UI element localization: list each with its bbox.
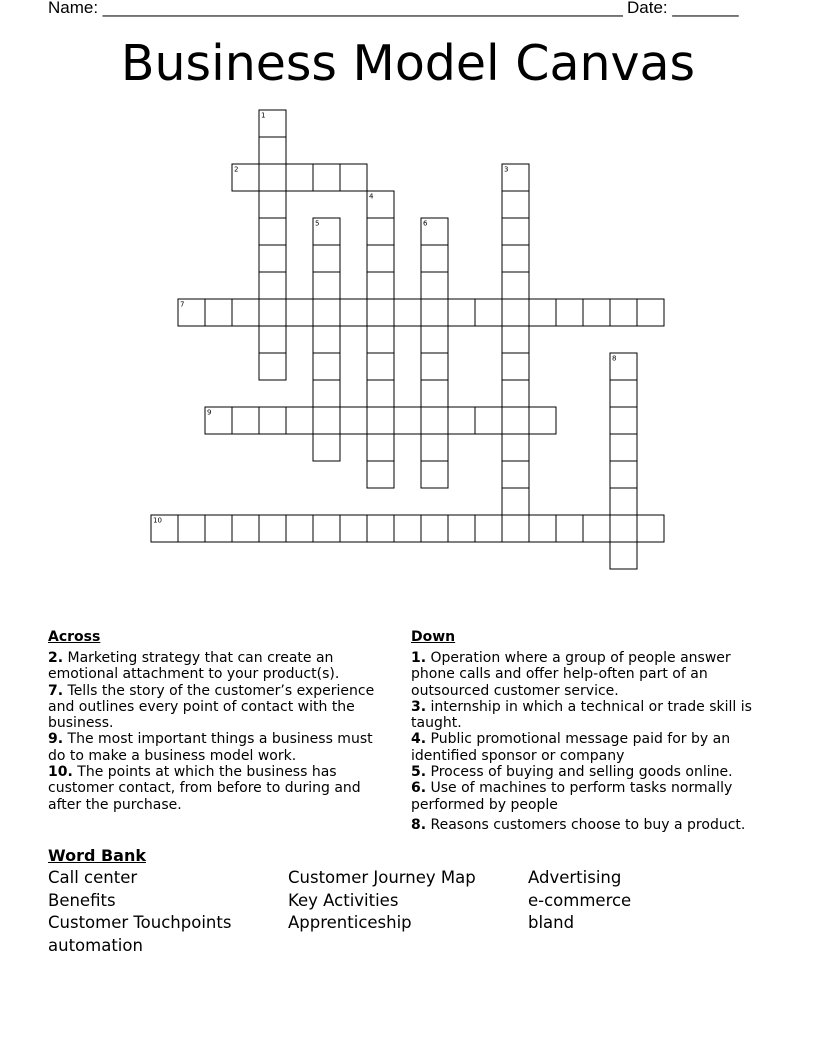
grid-cell[interactable] (259, 191, 286, 218)
grid-cell[interactable] (178, 515, 205, 542)
grid-cell[interactable] (232, 515, 259, 542)
grid-cell[interactable] (313, 407, 340, 434)
grid-cell[interactable] (502, 272, 529, 299)
grid-cell[interactable] (367, 515, 394, 542)
grid-cell[interactable] (367, 218, 394, 245)
down-clue: 3. internship in which a technical or trade skill is taught. (411, 698, 752, 732)
grid-cell[interactable] (421, 461, 448, 488)
grid-cell[interactable] (610, 488, 637, 515)
grid-cell[interactable] (394, 407, 421, 434)
grid-cell[interactable] (610, 299, 637, 326)
page-title: Business Model Canvas (120, 35, 696, 92)
grid-cell[interactable] (394, 515, 421, 542)
grid-cell[interactable] (394, 299, 421, 326)
word-bank-item: Call center (48, 868, 138, 887)
grid-cell[interactable] (313, 326, 340, 353)
grid-cell[interactable] (421, 272, 448, 299)
grid-cell[interactable] (421, 299, 448, 326)
grid-cell[interactable] (502, 488, 529, 515)
grid-cell[interactable] (637, 299, 664, 326)
grid-cell[interactable] (610, 434, 637, 461)
grid-cell[interactable] (259, 218, 286, 245)
word-bank-heading: Word Bank (48, 846, 147, 865)
grid-cell[interactable] (259, 407, 286, 434)
grid-cell[interactable] (313, 299, 340, 326)
grid-cell[interactable] (610, 515, 637, 542)
grid-cell[interactable] (367, 461, 394, 488)
word-bank-item: Customer Touchpoints (48, 913, 232, 932)
grid-cell[interactable] (502, 191, 529, 218)
grid-cell[interactable] (232, 299, 259, 326)
grid-cell[interactable] (448, 299, 475, 326)
grid-cell[interactable] (340, 299, 367, 326)
grid-cell[interactable] (367, 326, 394, 353)
clue-number: 7 (180, 300, 185, 309)
grid-cell[interactable] (502, 515, 529, 542)
grid-cell[interactable] (475, 299, 502, 326)
grid-cell[interactable] (421, 434, 448, 461)
across-clue: 7. Tells the story of the customer’s experience and outlines every point of contact with the business. (48, 682, 375, 732)
grid-cell[interactable] (259, 299, 286, 326)
grid-cell[interactable] (313, 515, 340, 542)
grid-cell[interactable] (367, 299, 394, 326)
word-bank-item: automation (48, 936, 143, 955)
name-line: Name: _______________________________________________________ (48, 0, 623, 17)
grid-cell[interactable] (637, 515, 664, 542)
clue-number: 5 (315, 219, 320, 228)
grid-cell[interactable] (502, 434, 529, 461)
grid-cell[interactable] (475, 515, 502, 542)
grid-cell[interactable] (259, 326, 286, 353)
grid-cell[interactable] (259, 515, 286, 542)
across-clue: 2. Marketing strategy that can create an emotional attachment to your product(s). (48, 650, 340, 683)
grid-cell[interactable] (529, 515, 556, 542)
grid-cell[interactable] (502, 218, 529, 245)
grid-cell[interactable] (259, 245, 286, 272)
grid-cell[interactable] (421, 515, 448, 542)
grid-cell[interactable] (313, 164, 340, 191)
grid-cell[interactable] (259, 164, 286, 191)
grid-cell[interactable] (259, 272, 286, 299)
grid-cell[interactable] (448, 407, 475, 434)
grid-cell[interactable] (286, 164, 313, 191)
grid-cell[interactable] (502, 326, 529, 353)
across-clues (48, 629, 388, 813)
clue-number: 2 (234, 165, 239, 174)
word-bank-item: Advertising (528, 868, 622, 887)
clue-number: 9 (207, 408, 212, 417)
grid-cell[interactable] (313, 353, 340, 380)
grid-cell[interactable] (448, 515, 475, 542)
grid-cell[interactable] (502, 245, 529, 272)
grid-cell[interactable] (259, 353, 286, 380)
down-clue: 8. Reasons customers choose to buy a product. (411, 816, 746, 833)
clue-number: 4 (369, 192, 374, 201)
grid-cell[interactable] (502, 353, 529, 380)
word-bank-item: e-commerce (528, 891, 632, 910)
grid-cell[interactable] (421, 380, 448, 407)
grid-cell[interactable] (502, 407, 529, 434)
grid-cell[interactable] (232, 407, 259, 434)
grid-cell[interactable] (367, 434, 394, 461)
down-clue: 6. Use of machines to perform tasks normally performed by people (411, 780, 733, 813)
grid-cell[interactable] (421, 245, 448, 272)
grid-cell[interactable] (367, 353, 394, 380)
grid-cell[interactable] (502, 461, 529, 488)
grid-cell[interactable] (286, 407, 313, 434)
down-clues (411, 629, 756, 833)
grid-cell[interactable] (610, 542, 637, 569)
grid-cell[interactable] (286, 515, 313, 542)
date-line: Date: _______ (627, 0, 739, 17)
grid-cell[interactable] (556, 299, 583, 326)
clue-number: 1 (261, 111, 266, 120)
clue-number: 10 (153, 516, 162, 525)
across-clue: 9. The most important things a business must do to make a business model work. (48, 731, 373, 764)
grid-cell[interactable] (340, 407, 367, 434)
word-bank-item: Customer Journey Map (288, 868, 476, 887)
grid-cell[interactable] (421, 326, 448, 353)
down-clue: 4. Public promotional message paid for by an identified sponsor or company (411, 731, 731, 764)
grid-cell[interactable] (313, 272, 340, 299)
grid-cell[interactable] (286, 299, 313, 326)
grid-cell[interactable] (421, 353, 448, 380)
grid-cell[interactable] (313, 380, 340, 407)
grid-cell[interactable] (259, 137, 286, 164)
grid-cell[interactable] (367, 380, 394, 407)
grid-cell[interactable] (367, 272, 394, 299)
grid-cell[interactable] (205, 515, 232, 542)
word-bank-item: Benefits (48, 891, 116, 910)
across-clue: 10. The points at which the business has customer contact, from before to during and after the purchase. (48, 764, 361, 813)
grid-cell[interactable] (205, 299, 232, 326)
grid-cell[interactable] (502, 380, 529, 407)
word-bank-item: bland (528, 913, 575, 932)
clue-number: 8 (612, 354, 617, 363)
down-clue: 1. Operation where a group of people answer phone calls and offer help-often part of an outsourced customer service. (411, 650, 731, 699)
grid-cell[interactable] (610, 407, 637, 434)
grid-cell[interactable] (556, 515, 583, 542)
word-bank-item: Key Activities (288, 891, 399, 910)
grid-cell[interactable] (367, 407, 394, 434)
grid-cell[interactable] (583, 299, 610, 326)
word-bank-item: Apprenticeship (288, 913, 412, 932)
grid-cell[interactable] (367, 245, 394, 272)
clue-number: 3 (504, 165, 509, 174)
grid-cell[interactable] (475, 407, 502, 434)
grid-cell[interactable] (610, 380, 637, 407)
grid-cell[interactable] (313, 245, 340, 272)
across-heading: Across (48, 629, 101, 645)
grid-cell[interactable] (529, 299, 556, 326)
down-heading: Down (411, 629, 456, 645)
clue-number: 6 (423, 219, 428, 228)
down-clue: 5. Process of buying and selling goods online. (411, 764, 733, 781)
grid-cell[interactable] (502, 299, 529, 326)
grid-cell[interactable] (340, 164, 367, 191)
grid-cell[interactable] (529, 407, 556, 434)
grid-cell[interactable] (421, 407, 448, 434)
grid-cell[interactable] (340, 515, 367, 542)
grid-cell[interactable] (583, 515, 610, 542)
grid-cell[interactable] (313, 434, 340, 461)
grid-cell[interactable] (610, 461, 637, 488)
